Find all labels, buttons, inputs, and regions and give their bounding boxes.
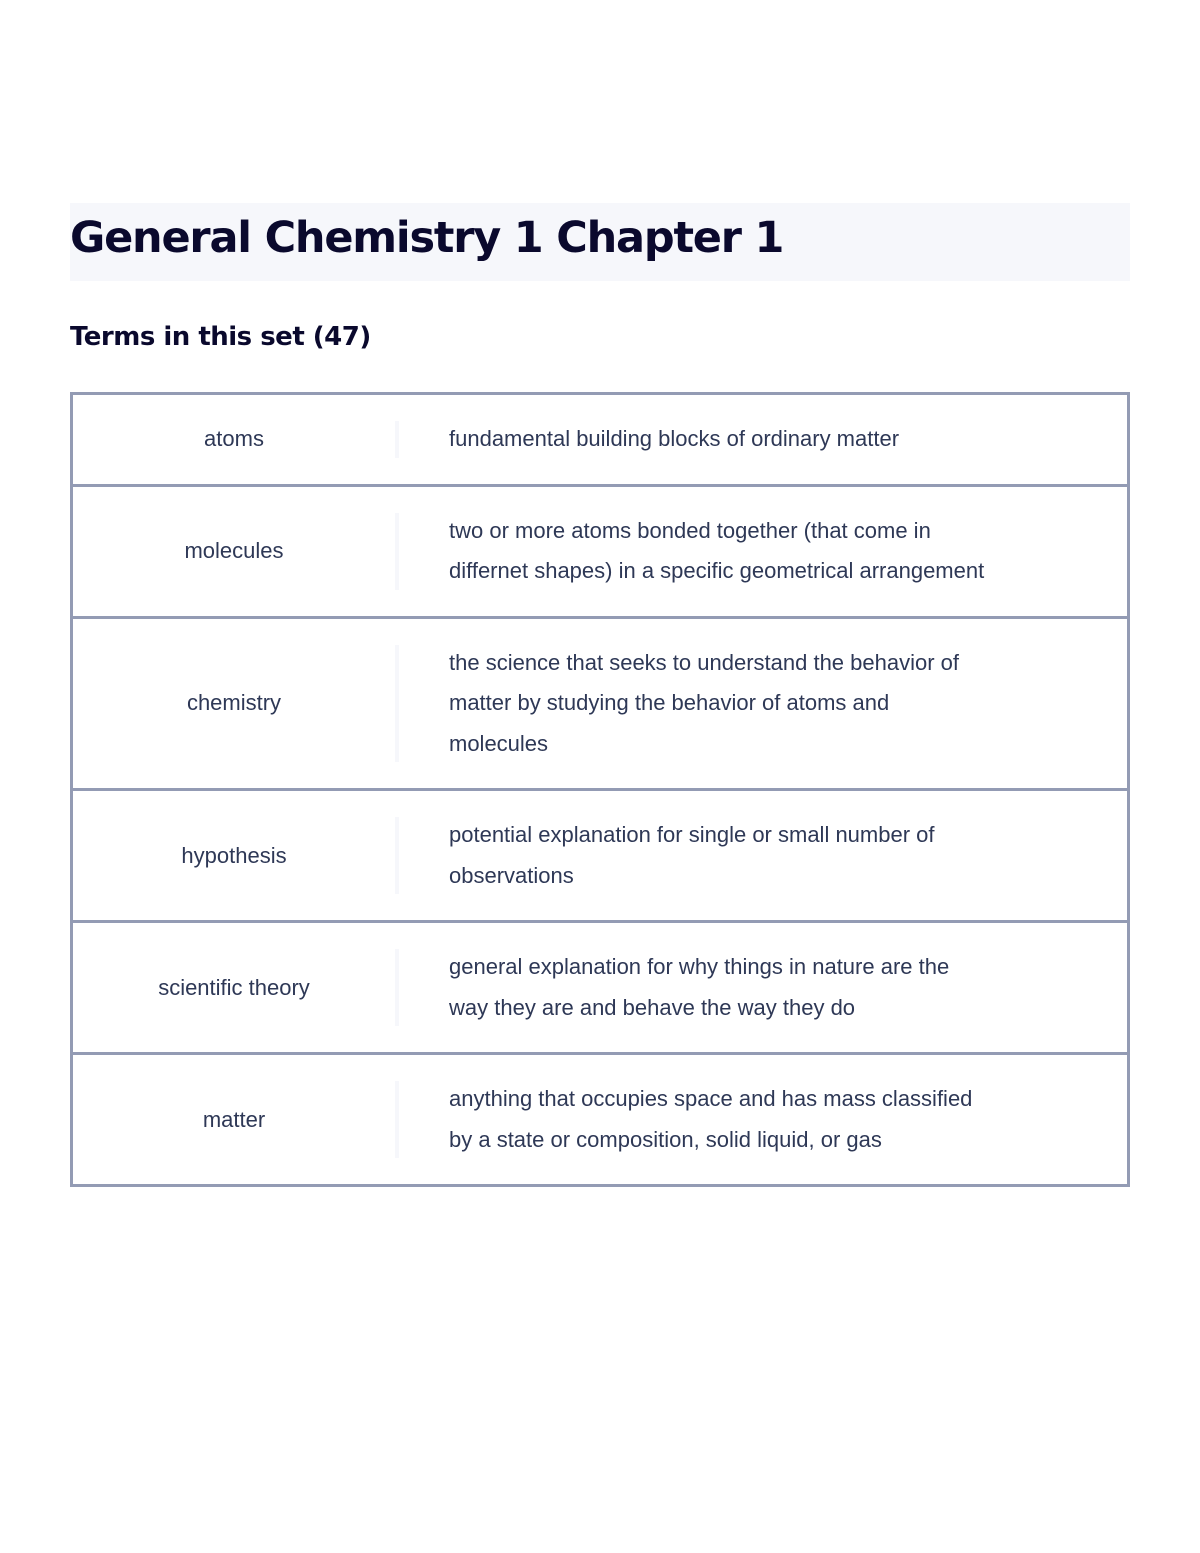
definition-text: anything that occupies space and has mass classified by a state or composition, solid liquid, or gas xyxy=(449,1086,973,1152)
term-definition xyxy=(399,619,1127,789)
page-title: General Chemistry 1 Chapter 1 xyxy=(70,213,784,263)
definition-text: two or more atoms bonded together (that come in differnet shapes) in a specific geometrical arrangement xyxy=(449,517,985,583)
definition-text: fundamental building blocks of ordinary matter xyxy=(449,426,900,451)
term-word: molecules xyxy=(184,538,284,563)
term-row xyxy=(70,619,1130,792)
term-word: scientific theory xyxy=(158,974,310,1000)
term-definition xyxy=(399,395,1127,484)
definition-text: general explanation for why things in nature are the way they are and behave the way they do xyxy=(449,954,950,1020)
term-row xyxy=(70,791,1130,923)
term-definition xyxy=(399,1055,1127,1184)
term-word: atoms xyxy=(204,426,264,452)
definition-text: potential explanation for single or small number of observations xyxy=(449,822,935,888)
term-row xyxy=(70,923,1130,1055)
terms-count-heading: Terms in this set (47) xyxy=(70,322,371,352)
term-definition xyxy=(399,487,1127,616)
term-word: hypothesis xyxy=(181,842,287,868)
term-word: chemistry xyxy=(186,690,282,716)
terms-table xyxy=(70,392,1130,1187)
term-row xyxy=(70,1055,1130,1187)
title-bar xyxy=(70,203,1130,281)
term-row xyxy=(70,392,1130,487)
definition-text: the science that seeks to understand the behavior of matter by studying the behavior of atoms and molecules xyxy=(449,649,959,756)
term-definition xyxy=(399,791,1127,920)
term-definition xyxy=(399,923,1127,1052)
term-word: matter xyxy=(202,1106,266,1132)
term-row xyxy=(70,487,1130,619)
